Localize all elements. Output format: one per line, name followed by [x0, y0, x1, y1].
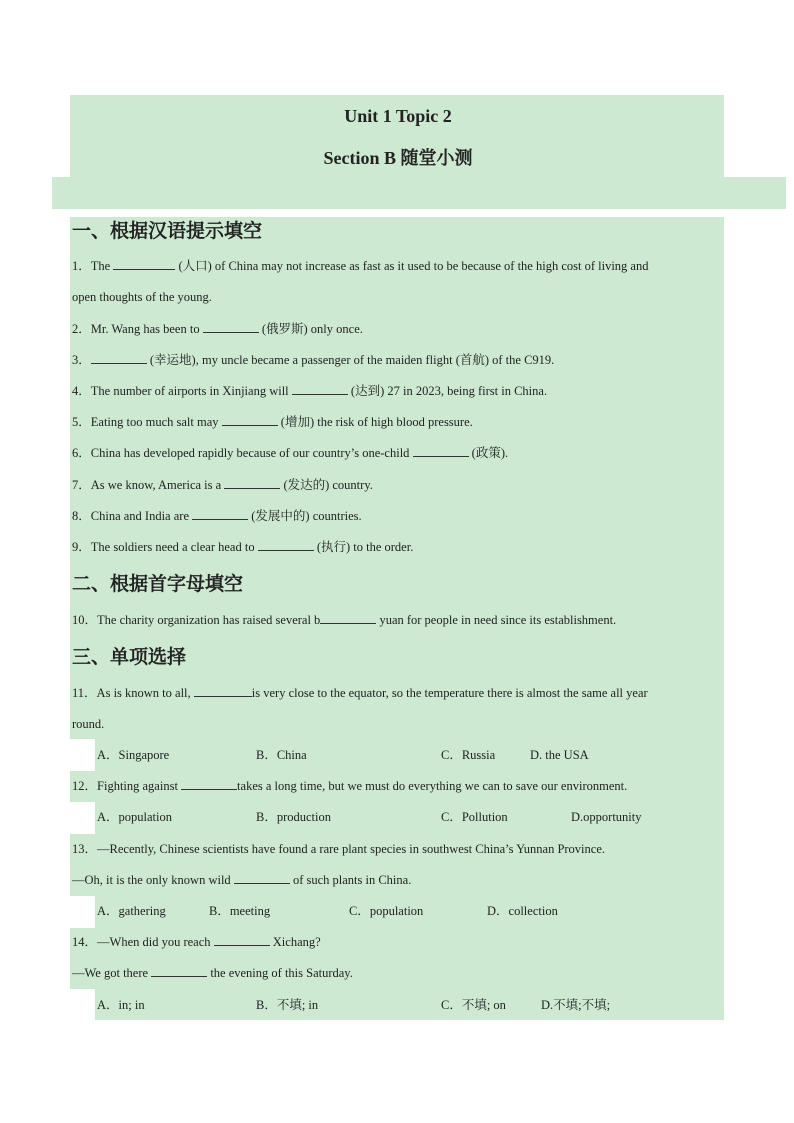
question-13: 13．—Recently, Chinese scientists have found a rare plant species in southwest China’s Yunnan Province. — [72, 842, 606, 856]
section2-heading: 二、根据首字母填空 — [72, 573, 244, 595]
q11-option-d[interactable]: D. the USA — [530, 748, 589, 762]
q11-option-c[interactable]: C．Russia — [441, 748, 496, 762]
answer-blank[interactable] — [292, 382, 348, 395]
answer-blank[interactable] — [222, 413, 278, 426]
q11-option-b[interactable]: B．China — [256, 748, 307, 762]
question-14: 14．—When did you reach Xichang? — [72, 935, 321, 949]
answer-blank[interactable] — [91, 351, 147, 364]
q14-option-d[interactable]: D.不填;不填; — [541, 998, 611, 1012]
section3-heading: 三、单项选择 — [72, 646, 187, 668]
q14-option-a[interactable]: A．in; in — [97, 998, 145, 1012]
question-13-reply: —Oh, it is the only known wild of such plants in China. — [72, 873, 412, 887]
question-8: 8．China and India are (发展中的) countries. — [72, 509, 362, 523]
q12-option-a[interactable]: A．population — [97, 810, 172, 824]
question-1-cont: open thoughts of the young. — [72, 290, 212, 304]
answer-blank[interactable] — [234, 871, 290, 884]
question-7: 7．As we know, America is a (发达的) country. — [72, 478, 373, 492]
question-5: 5．Eating too much salt may (增加) the risk of high blood pressure. — [72, 415, 473, 429]
answer-blank[interactable] — [413, 444, 469, 457]
answer-blank[interactable] — [203, 320, 259, 333]
question-2: 2．Mr. Wang has been to (俄罗斯) only once. — [72, 322, 363, 336]
answer-blank[interactable] — [258, 538, 314, 551]
answer-blank[interactable] — [151, 964, 207, 977]
q14-option-b[interactable]: B．不填; in — [256, 998, 319, 1012]
question-4: 4．The number of airports in Xinjiang will (达到) 27 in 2023, being first in China. — [72, 384, 548, 398]
answer-blank[interactable] — [224, 476, 280, 489]
content-band-8 — [95, 989, 724, 1020]
answer-blank[interactable] — [181, 777, 237, 790]
question-11-cont: round. — [72, 717, 105, 731]
question-12: 12．Fighting against takes a long time, but we must do everything we can to save our environment. — [72, 779, 628, 793]
question-11: 11．As is known to all, is very close to the equator, so the temperature there is almost the same all year — [72, 686, 648, 700]
answer-blank[interactable] — [113, 257, 175, 270]
question-14-reply: —We got there the evening of this Saturday. — [72, 966, 353, 980]
question-3: 3． (幸运地), my uncle became a passenger of the maiden flight (首航) of the C919. — [72, 353, 555, 367]
q13-option-d[interactable]: D．collection — [487, 904, 558, 918]
q12-option-b[interactable]: B．production — [256, 810, 331, 824]
answer-blank[interactable] — [192, 507, 248, 520]
q13-option-a[interactable]: A．gathering — [97, 904, 166, 918]
q11-option-a[interactable]: A．Singapore — [97, 748, 170, 762]
q14-option-c[interactable]: C．不填; on — [441, 998, 506, 1012]
question-9: 9．The soldiers need a clear head to (执行) to the order. — [72, 540, 414, 554]
q13-option-b[interactable]: B．meeting — [209, 904, 271, 918]
content-band-2 — [95, 739, 724, 771]
question-1: 1．The (人口) of China may not increase as fast as it used to be because of the high cost of living and — [72, 259, 649, 273]
q12-option-d[interactable]: D.opportunity — [571, 810, 642, 824]
page-subtitle: Section B 随堂小测 — [323, 148, 473, 168]
section1-heading: 一、根据汉语提示填空 — [72, 220, 263, 242]
page-title: Unit 1 Topic 2 — [344, 106, 452, 126]
question-6: 6．China has developed rapidly because of our country’s one-child (政策). — [72, 446, 509, 460]
q12-option-c[interactable]: C．Pollution — [441, 810, 508, 824]
q13-option-c[interactable]: C．population — [349, 904, 424, 918]
answer-blank[interactable] — [194, 684, 252, 697]
answer-blank[interactable] — [320, 611, 376, 624]
question-10: 10．The charity organization has raised several b yuan for people in need since its establishment. — [72, 613, 617, 627]
answer-blank[interactable] — [214, 933, 270, 946]
title-band-wide — [52, 177, 786, 209]
